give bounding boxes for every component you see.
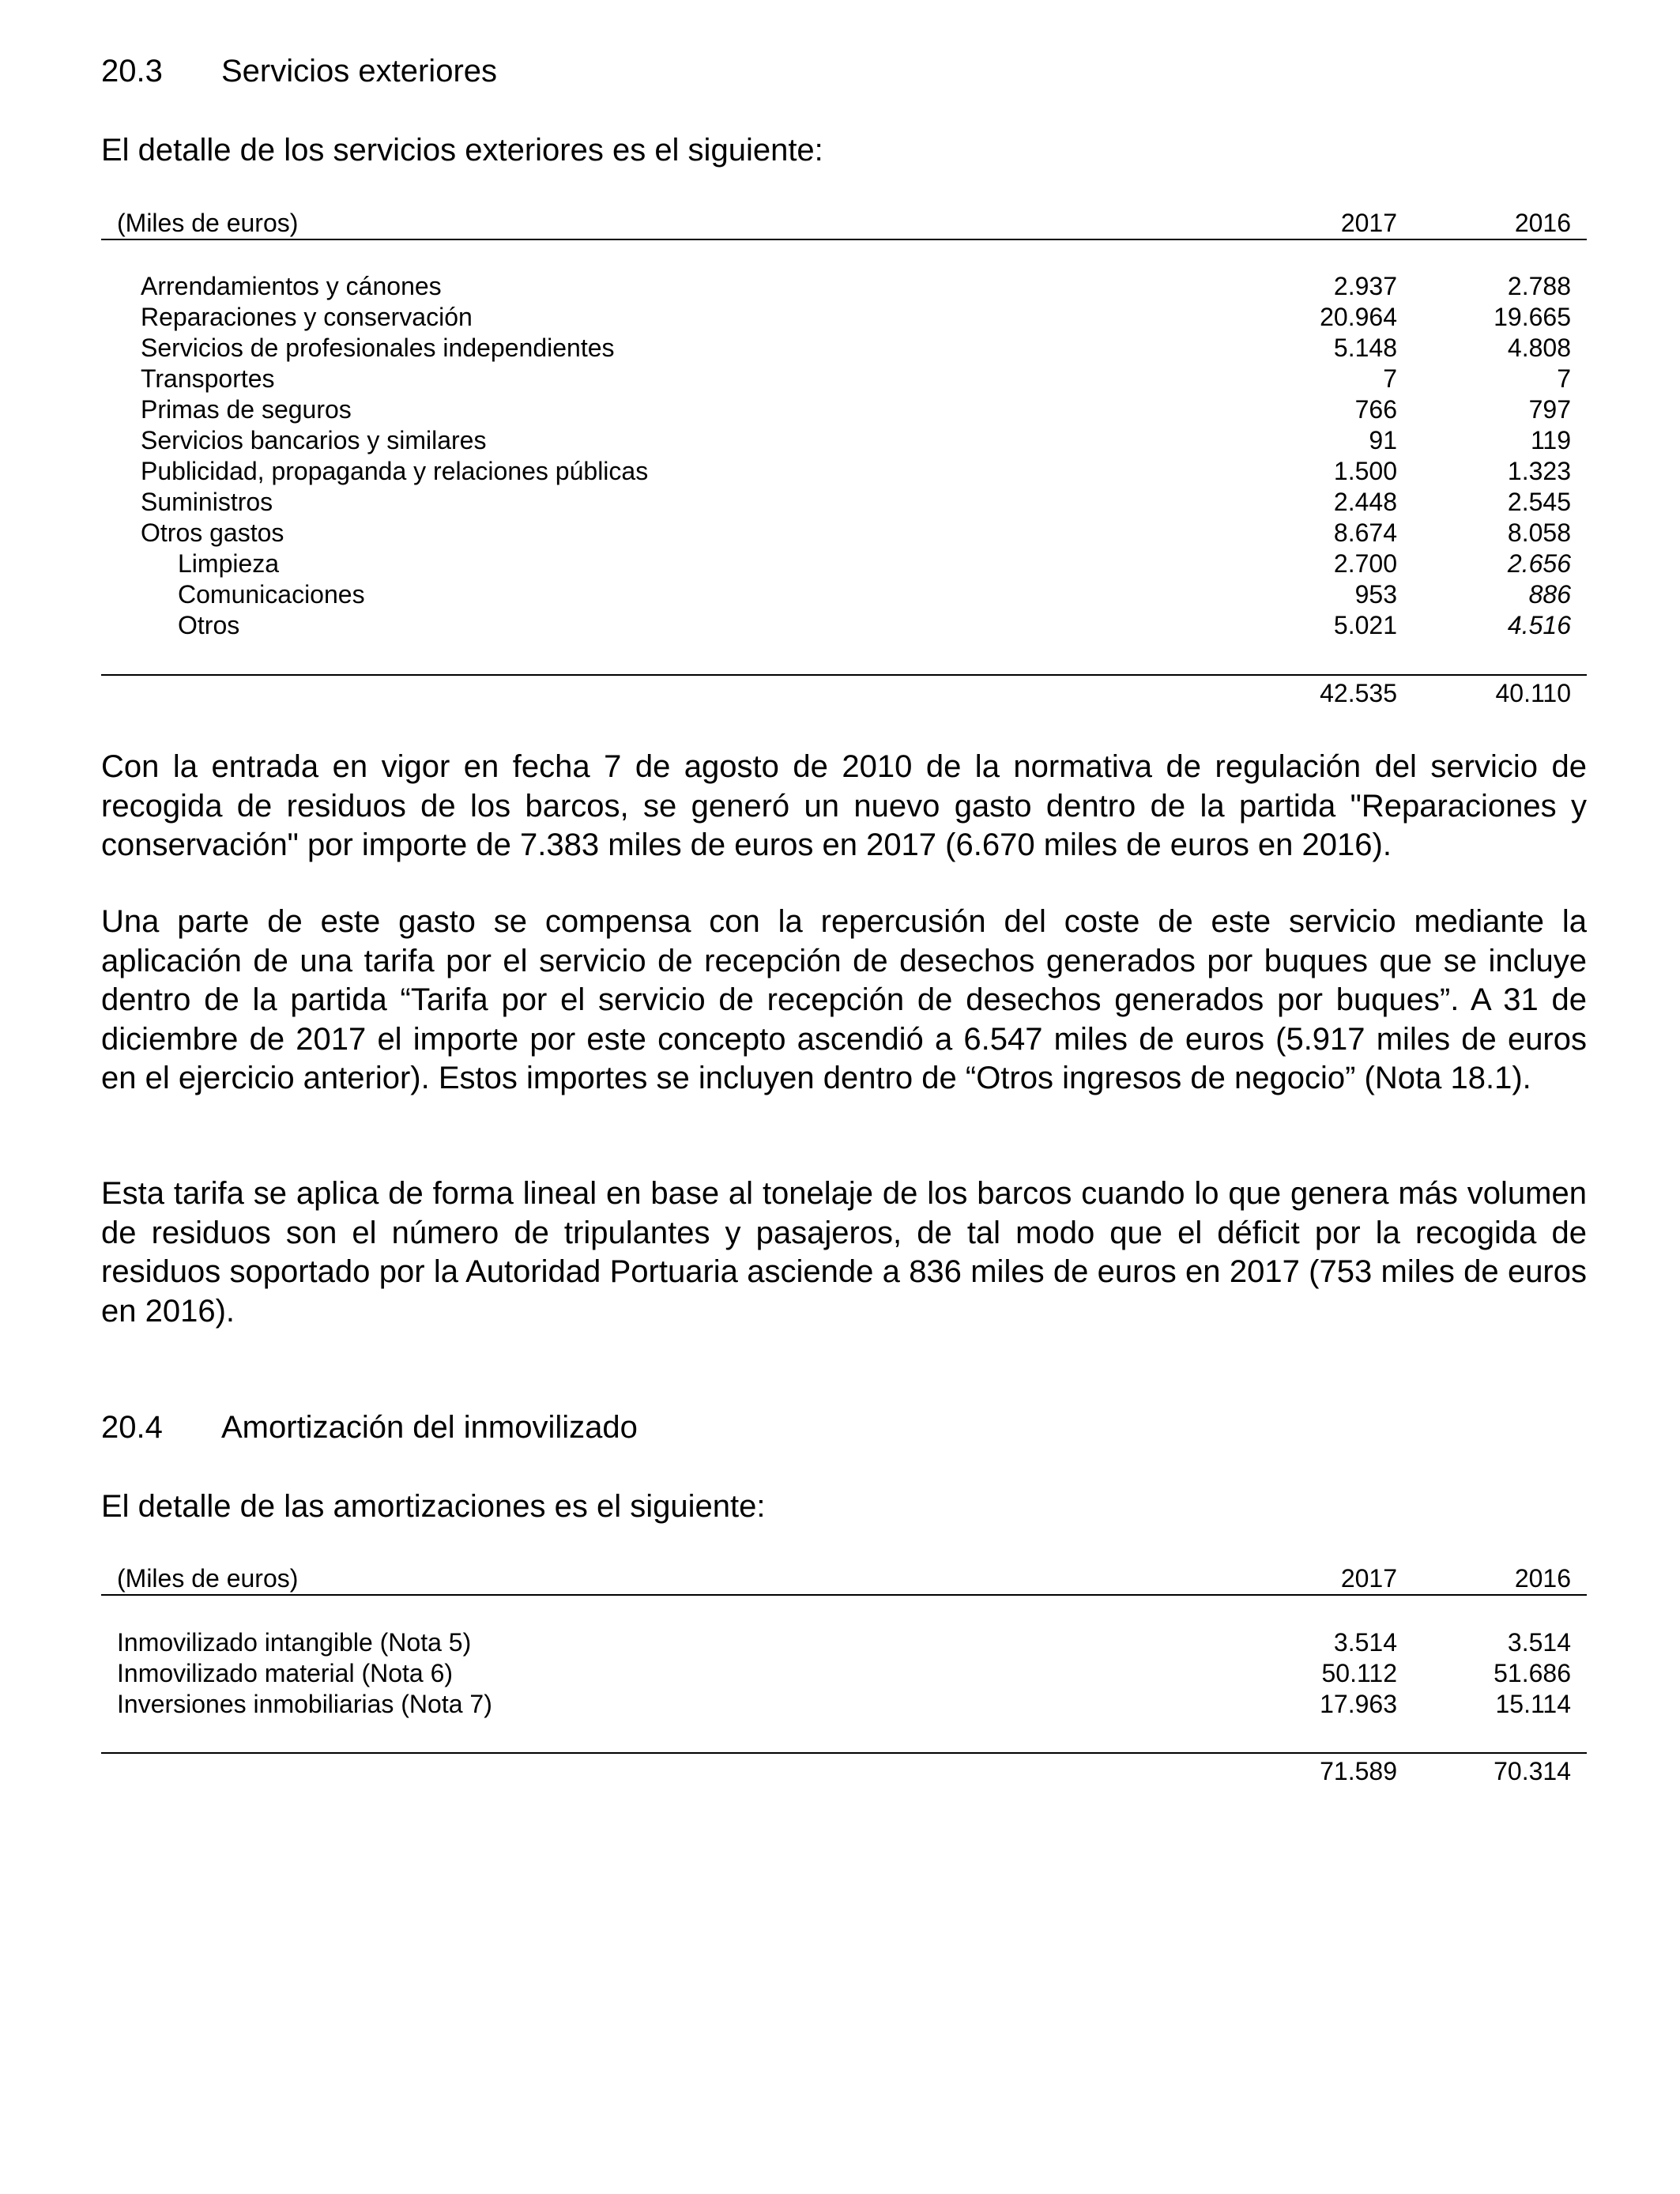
table-total-row [101, 678, 1587, 709]
table-row: Suministros 2.448 2.545 [141, 488, 1571, 516]
table-row: Inmovilizado material (Nota 6) 50.112 51.686 [117, 1659, 1571, 1687]
total-2016: 70.314 [1494, 1757, 1571, 1785]
section-title: Amortización del inmovilizado [221, 1410, 638, 1445]
amortization-table [101, 1563, 1587, 1785]
table-row: Inmovilizado intangible (Nota 5) 3.514 3.514 [117, 1628, 1571, 1657]
table-row: Servicios bancarios y similares 91 119 [141, 426, 1571, 454]
section-intro: El detalle de las amortizaciones es el siguiente: [101, 1489, 766, 1524]
paragraph-2: Una parte de este gasto se compensa con la repercusión del coste de este servicio mediante la aplicación de una tarifa por el servicio de recepción de desechos generados por buques que se incluye dentro de la partida “Tarifa por el servicio de recepción de desechos generados por buques”. A 31 de diciembre de 2017 el importe por este concepto ascendió a 6.547 miles de euros (5.917 miles de euros en el ejercicio anterior). Estos importes se incluyen dentro de “Otros ingresos de negocio” (Nota 18.1). [101, 904, 1587, 1095]
total-2017: 42.535 [1320, 679, 1397, 707]
total-rule [101, 674, 1587, 676]
unit-label: (Miles de euros) [117, 1564, 299, 1593]
paragraph-1: Con la entrada en vigor en fecha 7 de agosto de 2010 de la normativa de regulación del servicio de recogida de residuos de los barcos, se generó un nuevo gasto dentro de la partida "Reparaciones y conservación" por importe de 7.383 miles de euros en 2017 (6.670 miles de euros en 2016). [101, 749, 1587, 862]
unit-label: (Miles de euros) [117, 209, 299, 237]
col-2017-header: 2017 [1340, 209, 1397, 237]
table-row: Arrendamientos y cánones 2.937 2.788 [141, 272, 1571, 300]
table-row: Inversiones inmobiliarias (Nota 7) 17.963 15.114 [117, 1690, 1571, 1718]
table-row: Transportes 7 7 [141, 364, 1571, 393]
table-row: Reparaciones y conservación 20.964 19.665 [141, 303, 1571, 331]
header-rule [101, 239, 1587, 240]
section-number: 20.3 [101, 54, 163, 89]
total-2017: 71.589 [1320, 1757, 1397, 1785]
table-row: Primas de seguros 766 797 [141, 395, 1571, 424]
table-subrow: Comunicaciones 953 886 [178, 580, 1571, 609]
table-total-row [101, 1756, 1587, 1787]
total-rule [101, 1752, 1587, 1754]
section-intro: El detalle de los servicios exteriores es el siguiente: [101, 133, 823, 168]
services-table [101, 207, 1587, 707]
total-2016: 40.110 [1495, 679, 1571, 707]
table-header [101, 1563, 1587, 1594]
col-2017-header: 2017 [1340, 1564, 1397, 1593]
table-row: Otros gastos 8.674 8.058 [141, 518, 1571, 547]
table-header [101, 207, 1587, 239]
table-row: Servicios de profesionales independientes 5.148 4.808 [141, 334, 1571, 362]
header-rule [101, 1594, 1587, 1596]
section-title: Servicios exteriores [221, 54, 498, 89]
col-2016-header: 2016 [1514, 209, 1571, 237]
paragraph-3: Esta tarifa se aplica de forma lineal en base al tonelaje de los barcos cuando lo que genera más volumen de residuos son el número de tripulantes y pasajeros, de tal modo que el déficit por la recogida de residuos soportado por la Autoridad Portuaria asciende a 836 miles de euros en 2017 (753 miles de euros en 2016). [101, 1176, 1587, 1329]
col-2016-header: 2016 [1514, 1564, 1571, 1593]
table-row: Publicidad, propaganda y relaciones públicas 1.500 1.323 [141, 457, 1571, 485]
table-subrow: Limpieza 2.700 2.656 [178, 549, 1571, 578]
table-subrow: Otros 5.021 4.516 [178, 611, 1571, 639]
section-number: 20.4 [101, 1410, 163, 1445]
